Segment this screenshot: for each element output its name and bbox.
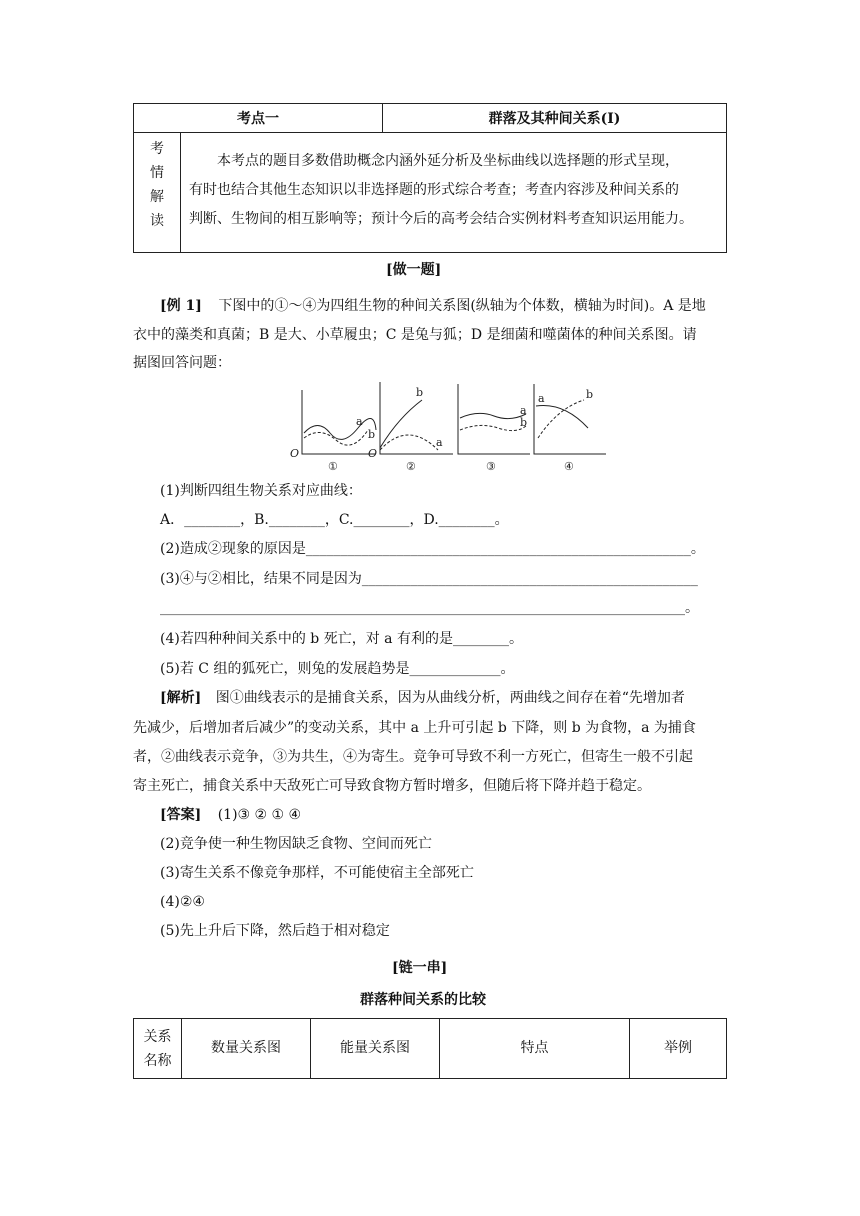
panel-2-curve-b <box>380 400 422 448</box>
panel-4-curve-a <box>536 405 588 428</box>
analysis-line-2: 先减少，后增加者后减少”的变动关系，其中 a 上升可引起 b 下降，则 b 为食物，a 为捕食 <box>133 720 696 736</box>
panel-label: ② <box>406 460 416 473</box>
panel-2-curve-a <box>380 435 438 450</box>
topic-body-line: 本考点的题目多数借助概念内涵外延分析及坐标曲线以选择题的形式呈现， <box>217 153 679 169</box>
analysis-side-label <box>134 133 181 253</box>
question-5: (5)若 C 组的狐死亡，则兔的发展趋势是_____________。 <box>160 661 515 677</box>
question-1-blanks: A．________，B.________，C.________，D.________。 <box>160 512 509 528</box>
curve-label-b: b <box>586 388 594 401</box>
side-char: 读 <box>150 213 164 229</box>
panel-3-curve-b <box>460 425 526 430</box>
header-relation-name-line: 名称 <box>143 1052 172 1069</box>
comparison-title: 群落种间关系的比较 <box>360 992 486 1008</box>
panel-label: ③ <box>486 460 496 473</box>
example-line-3: 据图回答问题： <box>133 355 231 371</box>
origin-label: O <box>290 447 300 460</box>
section-heading-practice: [做一题] <box>386 262 442 278</box>
side-char: 考 <box>150 141 164 157</box>
header-examples: 举例 <box>630 1019 727 1079</box>
panel-1-curve-b <box>304 430 368 445</box>
example-tag: [例 1] <box>160 298 202 314</box>
curve-label-a: a <box>436 436 443 449</box>
analysis-text: 图①曲线表示的是捕食关系，因为从曲线分析，两曲线之间存在着“先增加者 <box>215 690 685 706</box>
panel-label: ④ <box>564 460 574 473</box>
answer-4: (4)②④ <box>160 894 205 910</box>
question-4: (4)若四种种间关系中的 b 死亡，对 a 有利的是________。 <box>160 631 523 647</box>
panel-1-curve-a <box>304 418 376 439</box>
analysis-line-4: 寄主死亡，捕食关系中天敌死亡可导致食物方暂时增多，但随后将下降并趋于稳定。 <box>133 778 651 794</box>
answer-2: (2)竞争使一种生物因缺乏食物、空间而死亡 <box>160 836 432 852</box>
example-line-1 <box>160 297 706 315</box>
header-relation-name-line: 关系 <box>143 1028 172 1045</box>
topic-body-line: 有时也结合其他生态知识以非选择题的形式综合考查；考查内容涉及种间关系的 <box>189 182 679 198</box>
curve-label-b: b <box>368 428 376 441</box>
question-1: (1)判断四组生物关系对应曲线： <box>160 483 362 499</box>
curve-label-b: b <box>416 386 424 399</box>
answer-3: (3)寄生关系不像竞争那样，不可能使宿主全部死亡 <box>160 865 474 881</box>
topic-body-line: 判断、生物间的相互影响等；预计今后的高考会结合实例材料考查知识运用能力。 <box>189 211 693 227</box>
answer-5: (5)先上升后下降，然后趋于相对稳定 <box>160 923 390 939</box>
topic-body <box>181 133 727 253</box>
question-3: (3)④与②相比，结果不同是因为________________________________________________ <box>160 571 698 587</box>
header-relation-name <box>134 1019 182 1079</box>
answer-tag: [答案] <box>160 807 202 823</box>
relationship-graphs <box>288 378 608 474</box>
side-char: 情 <box>150 165 164 181</box>
origin-label: O <box>368 447 378 460</box>
answer-line-1 <box>160 806 301 824</box>
comparison-table <box>133 1018 727 1079</box>
question-3-continued: ___________________________________________________________________________。 <box>160 600 699 616</box>
topic-table <box>133 103 727 253</box>
curve-label-a: a <box>520 404 527 417</box>
header-quantity-graph: 数量关系图 <box>182 1019 311 1079</box>
side-char: 解 <box>150 189 164 205</box>
panel-1-axes <box>302 390 376 454</box>
analysis-line-1 <box>160 689 685 707</box>
curve-label-a: a <box>538 392 545 405</box>
curve-label-a: a <box>356 415 363 428</box>
analysis-line-3: 者，②曲线表示竞争，③为共生，④为寄生。竞争可导致不利一方死亡，但寄生一般不引起 <box>133 749 693 765</box>
topic-title: 群落及其种间关系(Ⅰ) <box>383 104 727 133</box>
answer-1: (1)③ ② ① ④ <box>217 807 302 823</box>
curve-label-b: b <box>520 416 528 429</box>
section-heading-chain: [链一串] <box>392 960 448 976</box>
topic-label: 考点一 <box>134 104 383 133</box>
example-line-2: 衣中的藻类和真菌；B 是大、小草履虫；C 是兔与狐；D 是细菌和噬菌体的种间关系图。请 <box>133 327 697 343</box>
header-energy-graph: 能量关系图 <box>311 1019 440 1079</box>
panel-3-curve-a <box>460 413 526 418</box>
panel-label: ① <box>328 460 338 473</box>
analysis-tag: [解析] <box>160 690 202 706</box>
header-features: 特点 <box>440 1019 630 1079</box>
panel-4-axes <box>534 384 606 454</box>
example-text: 下图中的①～④为四组生物的种间关系图(纵轴为个体数，横轴为时间)。A 是地 <box>218 298 706 314</box>
question-2: (2)造成②现象的原因是_______________________________________________________。 <box>160 541 705 557</box>
